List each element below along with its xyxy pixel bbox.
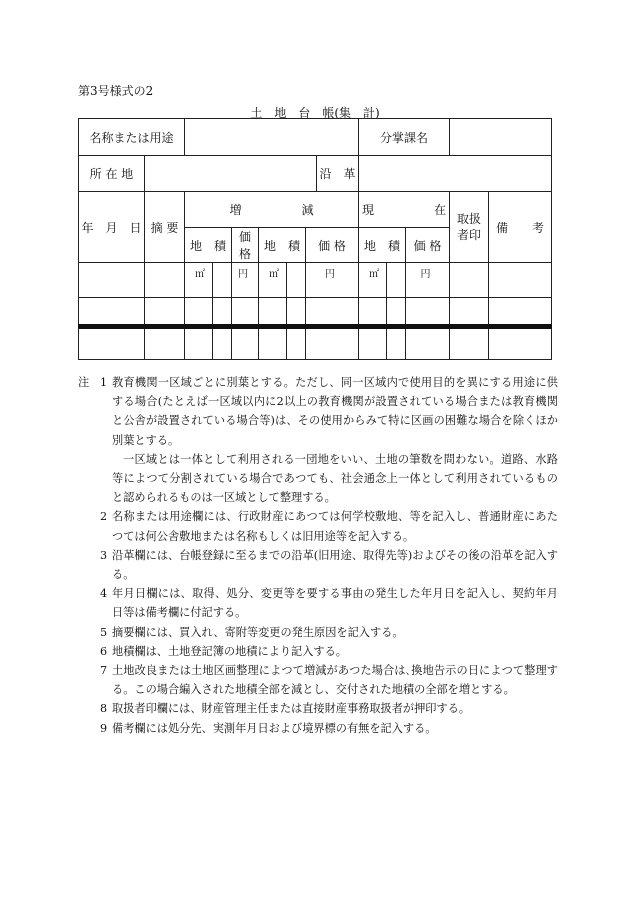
note-text: 一区域とは一体として利用される一団地をいい、土地の筆数を問わない。道路、水路等によつて分割されている場合であつても、社会通念上一体として利用されているものと認められるものは一区域として整理する。 xyxy=(112,452,558,505)
note-2 xyxy=(78,507,558,545)
seal-cell[interactable] xyxy=(450,327,489,360)
note-5 xyxy=(78,623,558,642)
area-cell[interactable] xyxy=(259,298,287,327)
note-8 xyxy=(78,699,558,718)
summary-cell[interactable] xyxy=(145,298,185,327)
area-cell[interactable] xyxy=(185,327,213,360)
row-location xyxy=(79,156,552,192)
price-cell[interactable] xyxy=(406,327,450,360)
row-name xyxy=(79,119,552,156)
note-text: 沿革欄には、台帳登録に至るまでの沿革(旧用途、取得先等)およびその後の沿革を記入する。 xyxy=(112,548,558,582)
page-title: 土 地 台 帳(集 計) xyxy=(250,106,380,120)
remarks-cell[interactable] xyxy=(489,263,552,298)
date-header: 年 月 日 xyxy=(79,192,145,263)
note-number: 2 xyxy=(100,510,108,524)
note-4 xyxy=(78,584,558,622)
increase-decrease-header: 増 減 xyxy=(185,192,359,228)
note-number: 3 xyxy=(100,548,108,562)
note-text: 年月日欄には、取得、処分、変更等を要する事由の発生した年月日を記入し、契約年月日等は備考欄に付記する。 xyxy=(112,587,558,620)
remarks-header: 備 考 xyxy=(489,192,552,263)
table-row xyxy=(79,263,552,298)
dept-field[interactable] xyxy=(450,119,552,156)
history-field[interactable] xyxy=(359,156,552,192)
sqm-unit: ㎡ xyxy=(259,263,287,298)
seal-cell[interactable] xyxy=(450,263,489,298)
table-row xyxy=(79,298,552,327)
land-ledger-table xyxy=(78,118,552,360)
table-row xyxy=(79,327,552,360)
area-fraction-cell[interactable] xyxy=(387,327,406,360)
date-cell[interactable] xyxy=(79,263,145,298)
area-fraction-cell[interactable] xyxy=(387,263,406,298)
area-cell[interactable] xyxy=(259,327,287,360)
price-cell[interactable] xyxy=(232,327,259,360)
note-number: 6 xyxy=(100,644,108,658)
summary-cell[interactable] xyxy=(145,327,185,360)
decrease-area-header: 地 積 xyxy=(259,228,306,263)
note-number: 5 xyxy=(100,625,108,639)
increase-price-header: 価 格 xyxy=(232,228,259,263)
note-text: 取扱者印欄には、財産管理主任または直接財産事務取扱者が押印する。 xyxy=(112,702,471,716)
area-cell[interactable] xyxy=(359,298,387,327)
note-text: 地積欄は、土地登記簿の地積により記入する。 xyxy=(112,644,347,658)
history-label: 沿 革 xyxy=(317,156,359,192)
area-fraction-cell[interactable] xyxy=(287,263,306,298)
note-text: 摘要欄には、買入れ、寄附等変更の発生原因を記入する。 xyxy=(112,625,404,639)
sqm-unit: ㎡ xyxy=(185,263,213,298)
note-number: 7 xyxy=(100,664,108,678)
name-field[interactable] xyxy=(185,119,359,156)
area-cell[interactable] xyxy=(359,327,387,360)
summary-header: 摘 要 xyxy=(145,192,185,263)
note-6 xyxy=(78,642,558,661)
note-3 xyxy=(78,546,558,584)
note-number: 4 xyxy=(100,587,108,601)
note-text: 備考欄には処分先、実測年月日および境界標の有無を記入する。 xyxy=(112,721,437,735)
note-text: 教育機関一区域ごとに別葉とする。ただし、同一区域内で使用目的を異にする用途に供する場合(たとえば一区域以内に2以上の教育機関が設置されている場合または教育機関と公舎が設置されている場合等)は、その使用からみて特に区画の困難な場合を除くほか別葉とする。 xyxy=(112,376,558,447)
location-label: 所 在 地 xyxy=(79,156,145,192)
yen-unit: 円 xyxy=(232,263,259,298)
current-price-header: 価 格 xyxy=(406,228,450,263)
area-cell[interactable] xyxy=(185,298,213,327)
notes-section xyxy=(78,373,558,738)
form-number: 第3号様式の2 xyxy=(78,84,154,98)
area-fraction-cell[interactable] xyxy=(387,298,406,327)
seal-cell[interactable] xyxy=(450,298,489,327)
price-cell[interactable] xyxy=(232,298,259,327)
remarks-cell[interactable] xyxy=(489,298,552,327)
price-cell[interactable] xyxy=(406,298,450,327)
note-number: 1 xyxy=(100,376,108,389)
price-cell[interactable] xyxy=(306,327,359,360)
note-7 xyxy=(78,661,558,699)
date-cell[interactable] xyxy=(79,327,145,360)
increase-area-header: 地 積 xyxy=(185,228,232,263)
notes-label: 注 xyxy=(78,376,90,389)
date-cell[interactable] xyxy=(79,298,145,327)
note-9 xyxy=(78,719,558,738)
note-number: 8 xyxy=(100,702,108,716)
area-fraction-cell[interactable] xyxy=(287,327,306,360)
remarks-cell[interactable] xyxy=(489,327,552,360)
header-row-1 xyxy=(79,192,552,228)
current-header: 現 在 xyxy=(359,192,450,228)
note-text: 土地改良または土地区画整理によつて増減があつた場合は､換地告示の日によつて整理する。この場合編入された地積全部を減とし、交付された地積の全部を増とする。 xyxy=(112,664,558,697)
area-fraction-cell[interactable] xyxy=(213,327,232,360)
area-fraction-cell[interactable] xyxy=(213,263,232,298)
location-field[interactable] xyxy=(145,156,317,192)
price-cell[interactable] xyxy=(306,298,359,327)
note-number: 9 xyxy=(100,721,108,735)
yen-unit: 円 xyxy=(406,263,450,298)
dept-label: 分掌課名 xyxy=(359,119,450,156)
area-fraction-cell[interactable] xyxy=(287,298,306,327)
name-label: 名称または用途 xyxy=(79,119,185,156)
decrease-price-header: 価 格 xyxy=(306,228,359,263)
handler-seal-header: 取扱者印 xyxy=(450,192,489,263)
note-1 xyxy=(78,373,558,507)
yen-unit: 円 xyxy=(306,263,359,298)
current-area-header: 地 積 xyxy=(359,228,406,263)
summary-cell[interactable] xyxy=(145,263,185,298)
area-fraction-cell[interactable] xyxy=(213,298,232,327)
note-text: 名称または用途欄には、行政財産にあつては何学校敷地、等を記入し、普通財産にあたつては何公舎敷地または名称もしくは旧用途等を記入する。 xyxy=(112,510,558,543)
sqm-unit: ㎡ xyxy=(359,263,387,298)
